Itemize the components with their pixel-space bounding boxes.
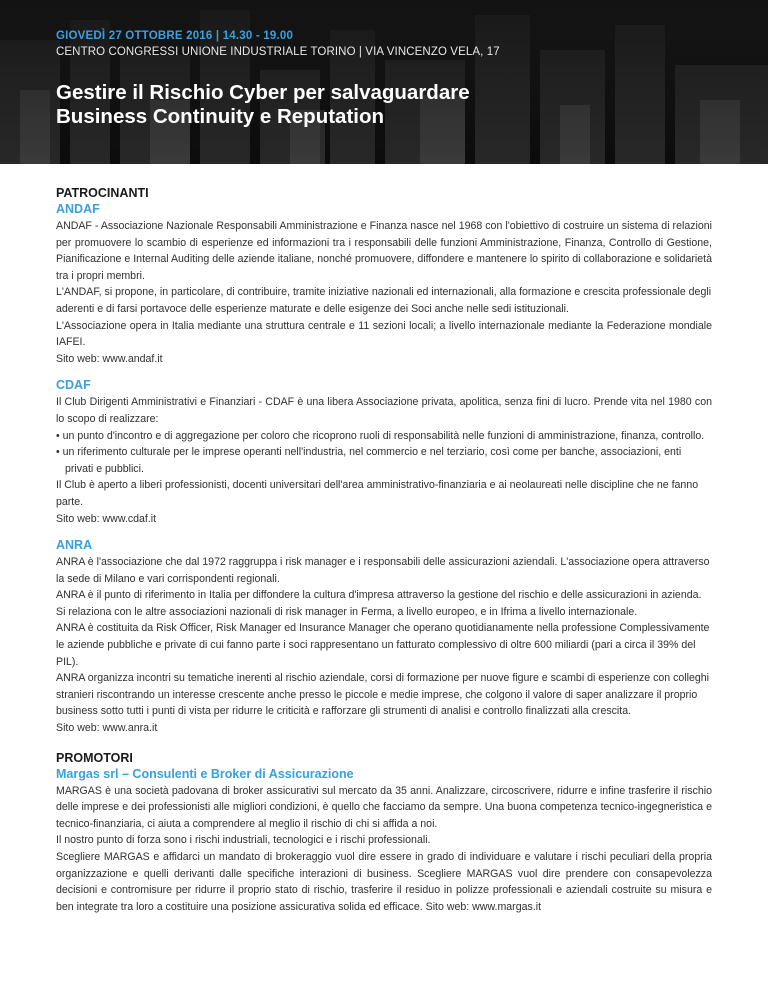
cdaf-bullet: • un punto d'incontro e di aggregazione per coloro che ricoprono ruoli di responsabilità nelle funzioni di amministrazione, finanza, controllo. bbox=[56, 429, 705, 442]
margas-paragraph: MARGAS è una società padovana di broker assicurativi sul mercato da 35 anni. Analizzare, circoscrivere, ridurre e infine trasferire il rischio delle imprese e dei professionisti alle migliori condizioni, è quello che facciamo da sempre. Una buona competenza tecnico-ingegneristica e tecnico-finanziaria, ci aiuta a comprendere al meglio il rischio di chi si affida a noi. bbox=[56, 784, 712, 830]
andaf-paragraph: L'Associazione opera in Italia mediante una struttura centrale e 11 sezioni locali; a livello internazionale mediante la Federazione mondiale IAFEI. bbox=[56, 319, 712, 349]
org-margas bbox=[56, 766, 712, 916]
org-anra bbox=[56, 537, 712, 737]
andaf-paragraph: L'ANDAF, si propone, in particolare, di contribuire, tramite iniziative nazionali ed internazionali, alla formazione e crescita professionale degli aderenti e di farsi portavoce delle esperienze maturate e delle esigenze dei Soci anche nelle sedi istituzionali. bbox=[56, 286, 712, 315]
event-title-line2: Business Continuity e Reputation bbox=[56, 104, 385, 128]
org-cdaf bbox=[56, 377, 712, 527]
cdaf-paragraph: Il Club Dirigenti Amministrativi e Finanziari - CDAF è una libera Associazione privata, apolitica, senza fini di lucro. Prende vita nel 1980 con lo scopo di realizzare: bbox=[56, 396, 712, 425]
section-heading-patrocinanti: PATROCINANTI bbox=[56, 186, 149, 200]
anra-paragraph: ANRA è costituita da Risk Officer, Risk Manager ed Insurance Manager che operano quotidianamente nella professione Complessivamente le aziende pubbliche e private di cui fanno parte i soci rappresentano un fatturato complessivo di oltre 600 miliardi (pari a circa il 39% del PIL). bbox=[56, 622, 710, 668]
andaf-paragraph: ANDAF - Associazione Nazionale Responsabili Amministrazione e Finanza nasce nel 1968 con l'obiettivo di costruire un sistema di relazioni per promuovere lo scambio di esperienze ed informazioni tra i responsabili delle funzioni Amministrazione, Finanza, Controllo di Gestione, Pianificazione e Internal Auditing delle aziende italiane, nonché promuovere, diffondere e mantenere lo spirito di collaborazione e solidarietà tra i propri membri. bbox=[56, 220, 712, 282]
org-andaf bbox=[56, 201, 712, 367]
main-content bbox=[0, 164, 768, 915]
event-venue: CENTRO CONGRESSI UNIONE INDUSTRIALE TORINO | VIA VINCENZO VELA, 17 bbox=[56, 46, 500, 58]
event-title bbox=[56, 81, 728, 129]
andaf-website: Sito web: www.andaf.it bbox=[56, 352, 163, 365]
anra-paragraph: ANRA è il punto di riferimento in Italia per diffondere la cultura d'impresa attraverso la gestione del rischio e delle assicurazioni in azienda. Si relaziona con le altre associazioni nazionali di risk manager in Ferma, a livello europeo, e in Ifrima a livello internazionale. bbox=[56, 589, 702, 618]
cdaf-bullet: • un riferimento culturale per le imprese operanti nell'industria, nel commercio e nel terziario, così come per banche, associazioni, enti privati e pubblici. bbox=[56, 446, 682, 475]
anra-website: Sito web: www.anra.it bbox=[56, 722, 158, 735]
event-date: GIOVEDÌ 27 OTTOBRE 2016 | 14.30 - 19.00 bbox=[56, 30, 294, 42]
org-name-cdaf: CDAF bbox=[56, 378, 91, 393]
anra-paragraph: ANRA organizza incontri su tematiche inerenti al rischio aziendale, corsi di formazione per nuove figure e scambi di esperienze con colleghi stranieri riscontrando un interesse crescente anche presso le piccole e medie imprese, che colgono il valore di saper analizzare il proprio business sotto tutti i punti di vista per ridurre le criticità e rafforzare gli strumenti di analisi e controllo finalizzati alla crescita. bbox=[56, 672, 710, 718]
event-banner bbox=[0, 0, 768, 164]
cdaf-paragraph: Il Club è aperto a liberi professionisti, docenti universitari dell'area amministrativo-finanziaria e ai neolaureati nelle discipline che ne fanno parte. bbox=[56, 479, 699, 508]
anra-paragraph: ANRA è l'associazione che dal 1972 raggruppa i risk manager e i responsabili delle assicurazioni aziendali. L'associazione opera attraverso la sede di Milano e vari corrispondenti regionali. bbox=[56, 556, 710, 585]
org-name-anra: ANRA bbox=[56, 538, 93, 553]
event-title-line1: Gestire il Rischio Cyber per salvaguardare bbox=[56, 81, 470, 104]
margas-paragraph: Scegliere MARGAS e affidarci un mandato di brokeraggio vuol dire essere in grado di individuare e valutare i rischi peculiari della propria organizzazione e quelli derivanti dalle specifiche interazioni di business. Scegliere MARGAS vuol dire prendere con consapevolezza decisioni e contromisure per ridurre il proprio stato di rischio, trasferire il residuo in polizze professionali e aziendali costruite su misura e ben integrate tra loro a costituire una posizione assicurativa solida ed efficace. Sito web: www.margas.it bbox=[56, 851, 712, 913]
section-heading-promotori: PROMOTORI bbox=[56, 750, 133, 765]
org-name-margas: Margas srl – Consulenti e Broker di Assicurazione bbox=[56, 766, 354, 781]
margas-paragraph: Il nostro punto di forza sono i rischi industriali, tecnologici e i rischi professionali. bbox=[56, 834, 431, 847]
org-name-andaf: ANDAF bbox=[56, 202, 100, 216]
cdaf-website: Sito web: www.cdaf.it bbox=[56, 512, 157, 525]
